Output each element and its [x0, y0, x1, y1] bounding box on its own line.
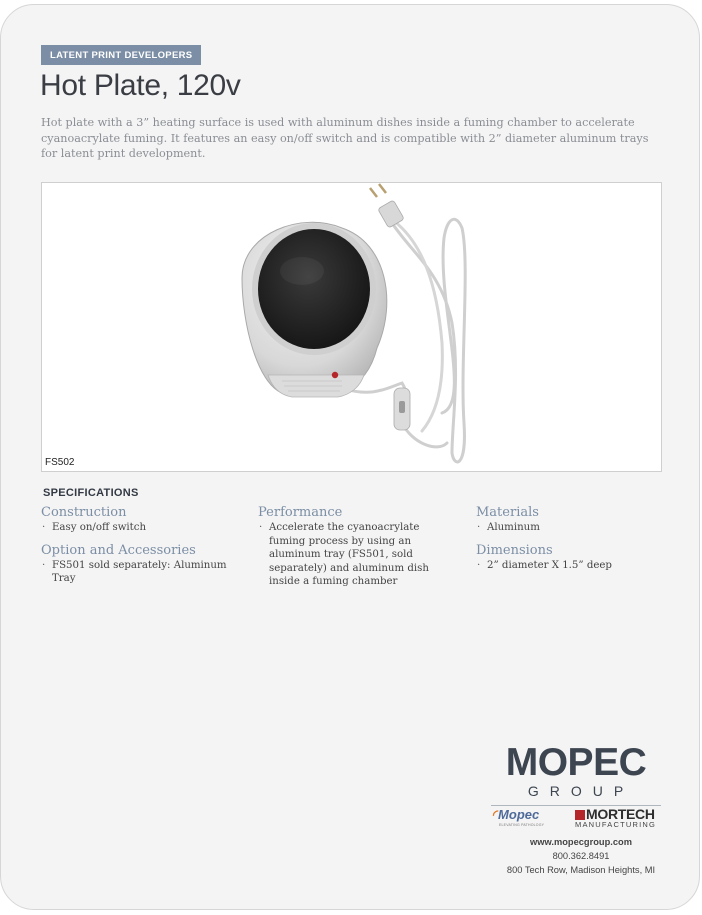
partner-logos — [489, 805, 669, 831]
options-item: · FS501 sold separately: Aluminum Tray — [41, 559, 241, 586]
mopec-partner-name: Mopec — [498, 807, 540, 822]
address: 800 Tech Row, Madison Heights, MI — [506, 865, 656, 875]
spec-column-1 — [41, 505, 241, 594]
mopec-group-logo — [487, 743, 665, 812]
materials-item: · Aluminum — [476, 521, 676, 535]
dimensions-group — [476, 543, 676, 573]
category-badge: LATENT PRINT DEVELOPERS — [41, 45, 201, 65]
mortech-partner-subtitle: MANUFACTURING — [575, 820, 657, 829]
mortech-square-icon — [575, 810, 585, 820]
spec-column-2 — [258, 505, 448, 597]
product-description: Hot plate with a 3” heating surface is used with aluminum dishes inside a fuming chamber to accelerate cyanoacrylate fuming. It features an easy on/off switch and is compatible with 2” diameter aluminum trays for latent print development. — [41, 116, 649, 160]
construction-item: · Easy on/off switch — [41, 521, 241, 535]
logo-wordmark: MOPEC — [505, 741, 647, 784]
options-group — [41, 543, 241, 586]
performance-title: Performance — [258, 505, 343, 520]
options-title: Option and Accessories — [41, 542, 196, 558]
mortech-partner-name: MORTECH — [586, 806, 655, 822]
materials-title: Materials — [476, 505, 539, 520]
dimensions-item: · 2” diameter X 1.5” deep — [476, 559, 676, 573]
specifications-heading: SPECIFICATIONS — [43, 487, 139, 499]
contact-block — [483, 835, 679, 877]
swoosh-icon: ◜ — [493, 807, 499, 822]
website-link[interactable]: www.mopecgroup.com — [530, 837, 632, 847]
performance-item: · Accelerate the cyanoacrylate fuming process by using an aluminum tray (FS501, sold separately) and aluminum dish inside a fuming chamber — [258, 521, 448, 589]
construction-title: Construction — [41, 505, 127, 520]
mopec-partner-logo — [493, 807, 539, 823]
construction-group — [41, 505, 241, 535]
product-sheet — [0, 4, 700, 910]
dimensions-title: Dimensions — [476, 542, 553, 558]
phone-number: 800.362.8491 — [552, 851, 610, 861]
product-code: FS502 — [45, 457, 75, 468]
materials-group — [476, 505, 676, 535]
performance-group — [258, 505, 448, 589]
spec-column-3 — [476, 505, 676, 580]
logo-subtitle: GROUP — [527, 783, 635, 799]
mopec-partner-tagline: ELEVATING PATHOLOGY — [499, 823, 545, 827]
product-title: Hot Plate, 120v — [40, 69, 241, 102]
hot-plate-image — [42, 183, 663, 473]
product-photo-frame — [41, 182, 662, 472]
